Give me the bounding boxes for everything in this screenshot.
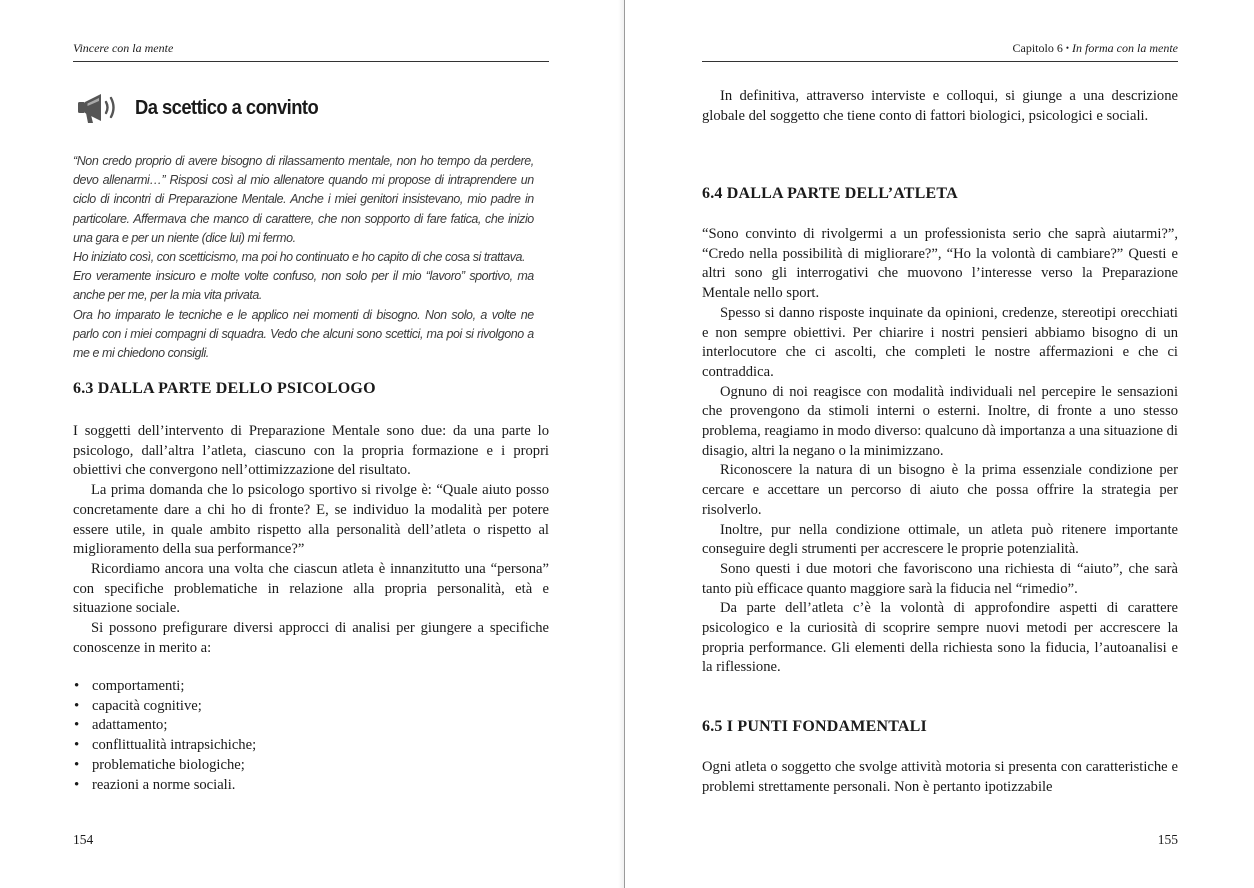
- list-item: • conflittualità intrapsichiche;: [73, 736, 549, 756]
- left-page: [73, 0, 549, 888]
- body-paragraph: Ricordiamo ancora una volta che ciascun atleta è innanzitutto una “persona” con specifiche problematiche in relazione alla propria personalità, età e situazione sociale.: [73, 560, 549, 617]
- testimony-paragraph: Ora ho imparato le tecniche e le applico nei momenti di bisogno. Non solo, a volte ne parlo con i miei compagni di squadra. Vedo che alcuni sono scettici, ma poi si rivolgono a me e mi chiedono consigli.: [73, 306, 534, 361]
- body-paragraph: Ognuno di noi reagisce con modalità individuali nel percepire le sensazioni che provengono da stimoli interni o esterni. Inoltre, di fronte a uno stesso problema, reagiamo in modo diverso: qualcuno dà importanza a una situazione di disagio, altri la negano o la minimizzano.: [702, 383, 1178, 459]
- list-item: • problematiche biologiche;: [73, 756, 549, 776]
- testimony-box: [73, 151, 534, 362]
- section-body-6-3: [73, 422, 549, 658]
- running-head-separator: •: [1065, 43, 1070, 53]
- body-paragraph: In definitiva, attraverso interviste e colloqui, si giunge a una descrizione globale del soggetto che tiene conto di fattori biologici, psicologici e sociali.: [702, 88, 1178, 124]
- right-page: [702, 0, 1178, 888]
- running-head-title: In forma con la mente: [1072, 41, 1178, 55]
- section-title-6-5: 6.5 I PUNTI FONDAMENTALI: [702, 718, 927, 735]
- body-paragraph: Ogni atleta o soggetto che svolge attività motoria si presenta con caratteristiche e problemi strettamente personali. Non è pertanto ipotizzabile: [702, 759, 1178, 795]
- body-paragraph: I soggetti dell’intervento di Preparazione Mentale sono due: da una parte lo psicologo, dall’altra l’atleta, ciascuno con la propria formazione e i propri obiettivi che convergono nell’ottimizzazione del risultato.: [73, 423, 549, 479]
- body-paragraph: Da parte dell’atleta c’è la volontà di approfondire aspetti di carattere psicologico e la curiosità di scoprire sempre nuovi metodi per accrescere la propria performance. Gli elementi della richiesta sono la fiducia, l’autoanalisi e la riflessione.: [702, 600, 1178, 676]
- body-paragraph: Riconoscere la natura di un bisogno è la prima essenziale condizione per cercare e accettare un percorso di aiuto che possa offrire la strategia per risolverlo.: [702, 462, 1178, 518]
- section-body-6-5: [702, 758, 1178, 797]
- body-paragraph: Sono questi i due motori che favoriscono una richiesta di “aiuto”, che sarà tanto più efficace quanto maggiore sarà la fiducia nel “rimedio”.: [702, 560, 1178, 597]
- box-heading: [75, 90, 334, 126]
- list-item: • capacità cognitive;: [73, 697, 549, 717]
- list-item: • reazioni a norme sociali.: [73, 776, 549, 796]
- body-paragraph: Inoltre, pur nella condizione ottimale, un atleta può ritenere importante conseguire degli strumenti per accrescere le proprie potenzialità.: [702, 521, 1178, 558]
- body-paragraph: “Sono convinto di rivolgermi a un professionista serio che saprà aiutarmi?”, “Credo nella possibilità di migliorare?”, “Ho la volontà di cambiare?” Questi e altri sono gli interrogativi che muovono l’interesse verso la Preparazione Mentale nello sport.: [702, 226, 1178, 302]
- megaphone-icon: [75, 90, 121, 126]
- list-item: • adattamento;: [73, 716, 549, 736]
- section-body-6-4: [702, 225, 1178, 678]
- body-paragraph: Spesso si danno risposte inquinate da opinioni, credenze, stereotipi orecchiati e non sempre obiettivi. Per chiarire i nostri pensieri abbiamo bisogno di un interlocutore che ci ascolti, che completi le nostre affermazioni e che ci contraddica.: [702, 304, 1178, 380]
- body-paragraph: Si possono prefigurare diversi approcci di analisi per giungere a specifiche conoscenze in merito a:: [73, 620, 549, 656]
- list-item: • comportamenti;: [73, 677, 549, 697]
- running-head-chapter: Capitolo 6: [1012, 41, 1063, 55]
- running-head-right: [702, 40, 1178, 62]
- body-paragraph: La prima domanda che lo psicologo sportivo si rivolge è: “Quale aiuto posso concretamente dare a chi ho di fronte? E, se individuo la modalità per potere essere utile, in quale ambito rispetto alla personalità dell’atleta o rispetto al miglioramento della sua performance?”: [73, 482, 549, 558]
- book-gutter: [624, 0, 625, 888]
- intro-body: [702, 87, 1178, 126]
- testimony-paragraph: Ho iniziato così, con scetticismo, ma poi ho continuato e ho capito di che cosa si trattava.: [73, 249, 526, 265]
- section-title-6-3: 6.3 DALLA PARTE DELLO PSICOLOGO: [73, 380, 376, 397]
- bullet-list: [73, 677, 549, 795]
- testimony-paragraph: “Non credo proprio di avere bisogno di rilassamento mentale, non ho tempo da perdere, devo allenarmi…” Risposi così al mio allenatore quando mi propose di intraprendere un ciclo di incontri di Preparazione Mentale. Anche i miei genitori insistevano, mio padre in particolare. Affermava che manco di carattere, che non sopporto di fare fatica, che inizio una gara e per un niente (dice lui) mi fermo.: [73, 153, 534, 245]
- box-title: Da scettico a convinto: [135, 96, 319, 119]
- section-title-6-4: 6.4 DALLA PARTE DELL’ATLETA: [702, 185, 958, 202]
- page-number-left: 154: [73, 832, 94, 847]
- page-number-right: 155: [1157, 832, 1178, 847]
- running-head-left: Vincere con la mente: [73, 40, 549, 62]
- testimony-paragraph: Ero veramente insicuro e molte volte confuso, non solo per il mio “lavoro” sportivo, ma anche per me, per la mia vita privata.: [73, 268, 534, 303]
